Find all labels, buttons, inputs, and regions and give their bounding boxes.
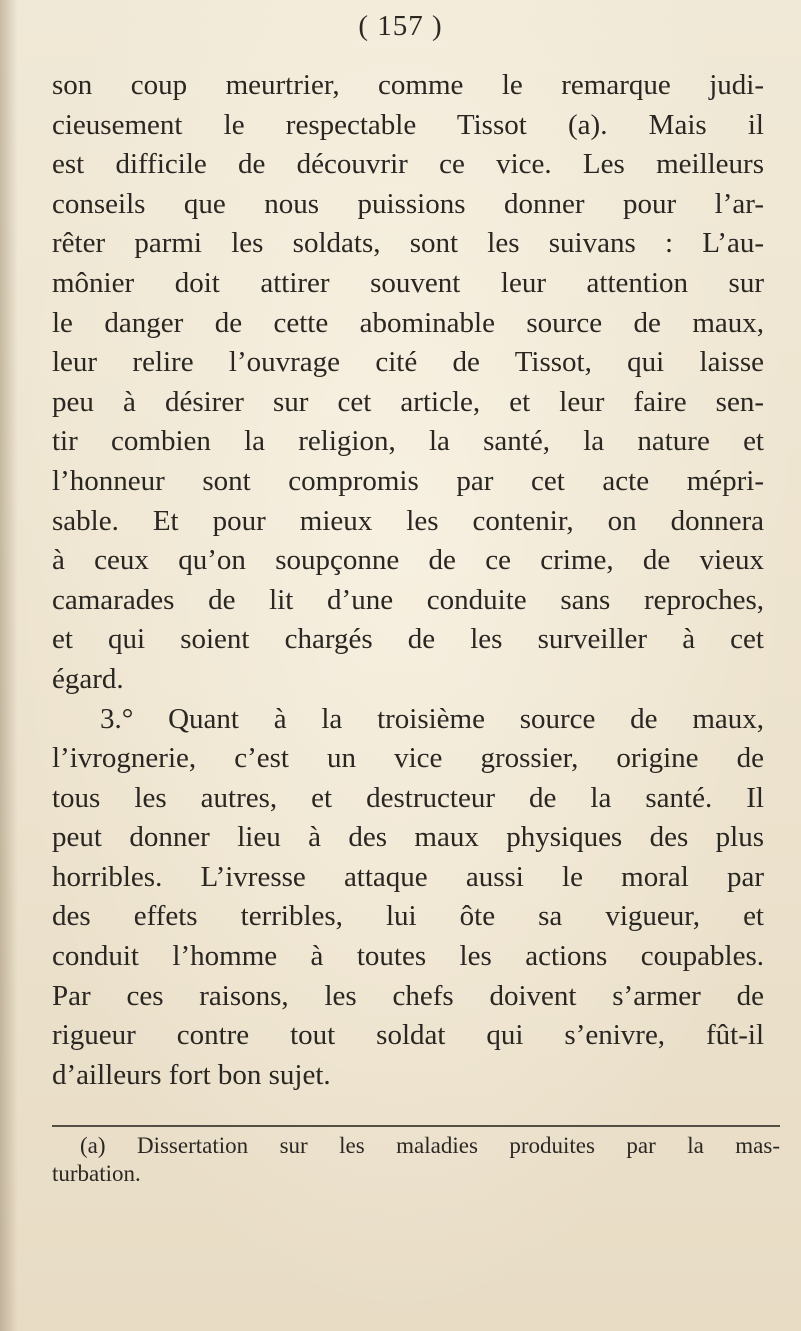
- text-line: cieusement le respectable Tissot (a). Mais il: [52, 108, 764, 141]
- text-line: conseils que nous puissions donner pour l’ar-: [52, 187, 764, 220]
- text-line: tir combien la religion, la santé, la nature et: [52, 425, 764, 458]
- text-line: égard.: [52, 662, 124, 695]
- text-line: à ceux qu’on soupçonne de ce crime, de vieux: [52, 544, 764, 577]
- text-line: horribles. L’ivresse attaque aussi le moral par: [52, 860, 764, 893]
- text-line: 3.° Quant à la troisième source de maux,: [100, 702, 764, 735]
- text-line: son coup meurtrier, comme le remarque judi-: [52, 69, 764, 101]
- text-line: d’ailleurs fort bon sujet.: [52, 1058, 331, 1091]
- text-line: mônier doit attirer souvent leur attention sur: [52, 266, 764, 299]
- text-line: leur relire l’ouvrage cité de Tissot, qui laisse: [52, 346, 764, 379]
- text-line: conduit l’homme à toutes les actions coupables.: [52, 940, 764, 973]
- footnote-line: turbation.: [52, 1161, 141, 1186]
- footnote-separator: [52, 1125, 780, 1127]
- text-line: peut donner lieu à des maux physiques des plus: [52, 821, 764, 854]
- text-line: l’honneur sont compromis par cet acte mépri-: [52, 464, 764, 497]
- text-line: Par ces raisons, les chefs doivent s’armer de: [52, 979, 764, 1012]
- text-line: des effets terribles, lui ôte sa vigueur, et: [52, 900, 764, 933]
- text-line: rêter parmi les soldats, sont les suivans : L’au-: [52, 227, 764, 260]
- page-edge-shadow: [0, 0, 18, 1331]
- body-text: [52, 66, 764, 1095]
- footnote-line: (a) Dissertation sur les maladies produites par la mas-: [80, 1133, 780, 1158]
- footnote: [52, 1132, 780, 1188]
- text-line: le danger de cette abominable source de maux,: [52, 306, 764, 339]
- text-line: peu à désirer sur cet article, et leur faire sen-: [52, 385, 764, 418]
- text-line: l’ivrognerie, c’est un vice grossier, origine de: [52, 742, 764, 775]
- page-number: ( 157 ): [358, 10, 443, 42]
- text-line: camarades de lit d’une conduite sans reproches,: [52, 583, 764, 616]
- text-line: rigueur contre tout soldat qui s’enivre, fût-il: [52, 1019, 764, 1052]
- text-line: sable. Et pour mieux les contenir, on donnera: [52, 504, 764, 537]
- text-line: tous les autres, et destructeur de la santé. Il: [52, 781, 764, 814]
- text-line: est difficile de découvrir ce vice. Les meilleurs: [52, 148, 764, 181]
- text-line: et qui soient chargés de les surveiller à cet: [52, 623, 764, 656]
